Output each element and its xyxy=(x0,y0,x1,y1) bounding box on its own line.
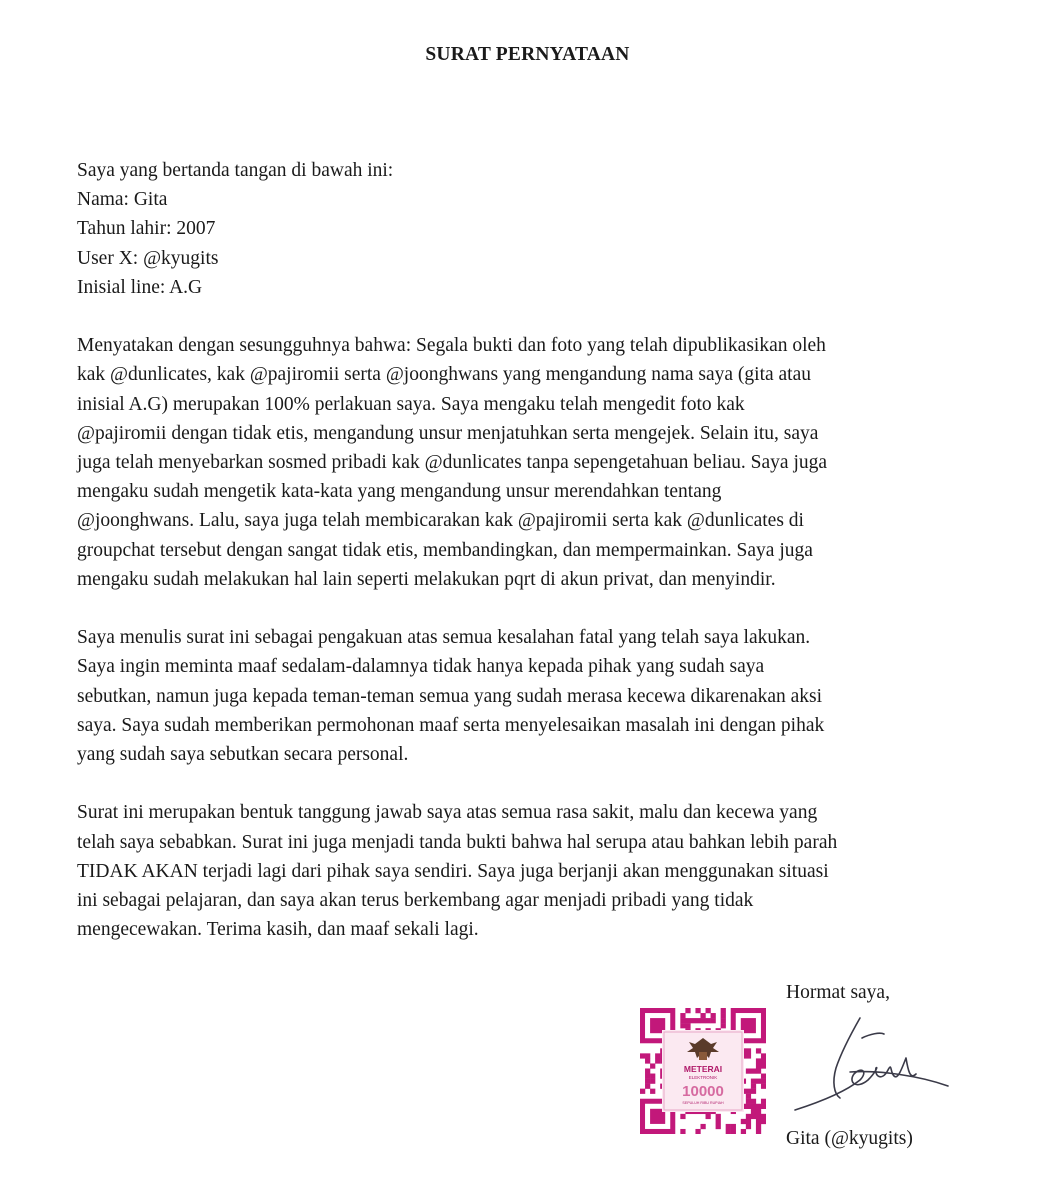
document-body xyxy=(77,156,977,944)
paragraph-line: juga telah menyebarkan sosmed pribadi kak @dunlicates tanpa sepengetahuan beliau. Saya juga xyxy=(77,452,828,474)
paragraph-line: Saya ingin meminta maaf sedalam-dalamnya tidak hanya kepada pihak yang sudah saya xyxy=(77,656,765,678)
paragraph-line: mengecewakan. Terima kasih, dan maaf sekali lagi. xyxy=(77,919,479,941)
paragraph-line: saya. Saya sudah memberikan permohonan maaf serta menyelesaikan masalah ini dengan pihak xyxy=(77,714,825,736)
paragraph-line: mengaku sudah mengetik kata-kata yang mengandung unsur merendahkan tentang xyxy=(77,481,722,503)
closing-salutation: Hormat saya, xyxy=(786,982,890,1003)
stamp-value: 10000 xyxy=(682,1083,724,1100)
paragraph-line: ini sebagai pelajaran, dan saya akan terus berkembang agar menjadi pribadi yang tidak xyxy=(77,890,754,912)
paragraph-line: yang sudah saya sebutkan secara personal. xyxy=(77,744,409,766)
paragraph-line: inisial A.G) merupakan 100% perlakuan saya. Saya mengaku telah mengedit foto kak xyxy=(77,393,745,415)
signature-icon xyxy=(790,1010,960,1120)
paragraph-line: kak @dunlicates, kak @pajiromii serta @joonghwans yang mengandung nama saya (gita atau xyxy=(77,364,812,386)
paragraph-line: Menyatakan dengan sesungguhnya bahwa: Segala bukti dan foto yang telah dipublikasikan oleh xyxy=(77,335,826,357)
meterai-stamp-icon xyxy=(640,1008,766,1134)
paragraph-line: @joonghwans. Lalu, saya juga telah membicarakan kak @pajiromii serta kak @dunlicates di xyxy=(77,510,804,532)
paragraph-apology xyxy=(77,623,977,769)
stamp-label: METERAI xyxy=(683,1064,723,1074)
intro-line: Saya yang bertanda tangan di bawah ini: xyxy=(77,160,394,181)
paragraph-line: TIDAK AKAN terjadi lagi dari pihak saya sendiri. Saya juga berjanji akan menggunakan situasi xyxy=(77,860,829,882)
paragraph-line: @pajiromii dengan tidak etis, mengandung unsur menjatuhkan serta mengejek. Selain itu, saya xyxy=(77,422,819,444)
stamp-sublabel: ELEKTRONIK xyxy=(688,1075,718,1080)
paragraph-line: Surat ini merupakan bentuk tanggung jawab saya atas semua rasa sakit, malu dan kecewa yang xyxy=(77,802,818,824)
intro-line-user-x: User X: @kyugits xyxy=(77,247,219,269)
intro-block xyxy=(77,156,977,302)
paragraph-line: telah saya sebabkan. Surat ini juga menjadi tanda bukti bahwa hal serupa atau bahkan lebih parah xyxy=(77,831,838,853)
paragraph-responsibility xyxy=(77,798,977,944)
signer-name: Gita (@kyugits) xyxy=(786,1128,913,1149)
paragraph-line: mengaku sudah melakukan hal lain seperti melakukan pqrt di akun privat, dan menyindir. xyxy=(77,568,776,590)
paragraph-line: Saya menulis surat ini sebagai pengakuan atas semua kesalahan fatal yang telah saya lakukan. xyxy=(77,627,811,649)
document-title: SURAT PERNYATAAN xyxy=(425,44,630,65)
intro-line-birth-year: Tahun lahir: 2007 xyxy=(77,218,216,240)
paragraph-line: sebutkan, namun juga kepada teman-teman semua yang sudah merasa kecewa dikarenakan aksi xyxy=(77,685,823,707)
paragraph-statement xyxy=(77,331,977,594)
intro-line-initial: Inisial line: A.G xyxy=(77,276,203,298)
stamp-caption: SEPULUH RIBU RUPIAH xyxy=(682,1101,724,1105)
intro-line-name: Nama: Gita xyxy=(77,189,168,211)
paragraph-line: groupchat tersebut dengan sangat tidak etis, membandingkan, dan mempermainkan. Saya juga xyxy=(77,539,813,561)
